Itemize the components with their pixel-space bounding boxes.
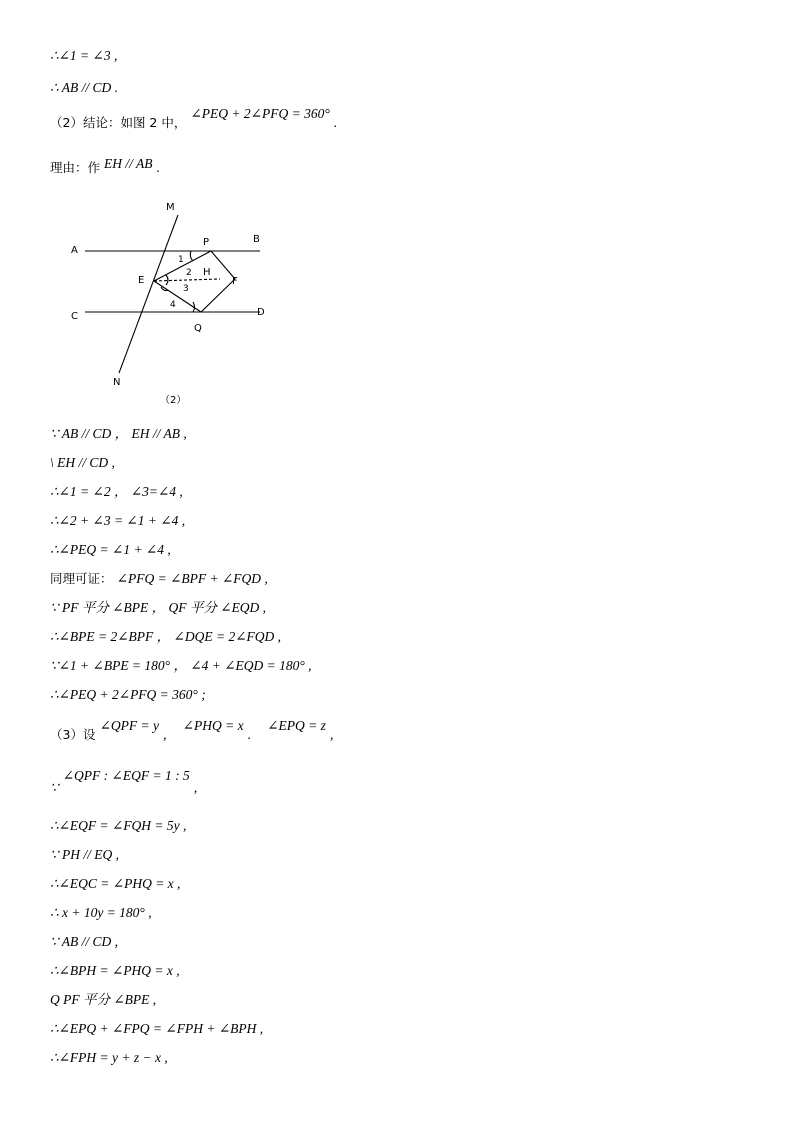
label-d: D <box>257 307 265 318</box>
separator: . <box>247 727 252 742</box>
label-p: P <box>203 237 210 248</box>
proof-line: ∴∠1 = ∠3 , <box>50 48 118 63</box>
proof-line: ∵ AB // CD , <box>50 934 118 949</box>
angle-label-1: 1 <box>178 255 184 265</box>
formula: ∠PEQ + 2∠PFQ = 360° <box>190 106 330 121</box>
angle-arc-2 <box>166 275 168 285</box>
angle-label-2: 2 <box>186 268 192 278</box>
formula: ∠PFQ = ∠BPF + ∠FQD , <box>116 571 268 586</box>
proof-line: ∴∠PEQ = ∠1 + ∠4 , <box>50 542 171 557</box>
proof-line: ∴ AB // CD . <box>50 80 118 95</box>
segment-eh <box>154 279 220 281</box>
proof-line: ∴∠EQF = ∠FQH = 5y , <box>50 818 187 833</box>
formula: ∠QPF : ∠EQF = 1 : 5 <box>62 768 190 783</box>
label-e: E <box>138 275 145 286</box>
line-mn <box>119 215 178 373</box>
line-prefix: 理由：作 <box>50 160 104 175</box>
angle-arc-1 <box>190 251 193 261</box>
label-c: C <box>71 311 78 322</box>
formula: EH // AB <box>103 156 153 171</box>
label-h: H <box>203 267 211 278</box>
proof-line: ∴ x + 10y = 180° , <box>50 905 152 920</box>
ratio-line <box>50 768 198 797</box>
part3-line <box>50 718 334 744</box>
formula: ∠QPF = y <box>99 718 159 733</box>
line-suffix: . <box>156 160 160 175</box>
geometry-figure <box>60 195 300 415</box>
proof-line: ∴∠EQC = ∠PHQ = x , <box>50 876 181 891</box>
proof-line: ∴∠BPH = ∠PHQ = x , <box>50 963 180 978</box>
formula: ∠PHQ = x <box>182 718 244 733</box>
proof-line: ∴∠FPH = y + z − x , <box>50 1050 168 1065</box>
label-f: F <box>232 276 238 287</box>
label-q: Q <box>194 323 202 334</box>
proof-line: ∴∠PEQ + 2∠PFQ = 360° ; <box>50 687 206 702</box>
figure-caption: （2） <box>160 395 187 406</box>
line-suffix: , <box>193 780 198 795</box>
line-prefix: ∵ <box>50 780 59 795</box>
line-prefix: 同理可证： <box>50 571 113 586</box>
label-m: M <box>166 202 175 213</box>
line-suffix: , <box>330 727 334 742</box>
proof-line: ∴∠1 = ∠2 ， ∠3=∠4 , <box>50 484 183 499</box>
proof-line <box>50 571 268 588</box>
separator: , <box>163 727 167 742</box>
quadrilateral-pefq <box>154 251 235 312</box>
proof-line: ∵ AB // CD ， EH // AB , <box>50 426 187 441</box>
proof-line: ∴∠2 + ∠3 = ∠1 + ∠4 , <box>50 513 186 528</box>
proof-line: ∴∠EPQ + ∠FPQ = ∠FPH + ∠BPH , <box>50 1021 264 1036</box>
proof-line: ∵ PF 平分 ∠BPE ， QF 平分 ∠EQD , <box>50 600 267 615</box>
proof-line: ∵∠1 + ∠BPE = 180° ， ∠4 + ∠EQD = 180° , <box>50 658 312 673</box>
proof-line: ∴∠BPE = 2∠BPF ， ∠DQE = 2∠FQD , <box>50 629 282 644</box>
line-suffix: . <box>333 115 338 130</box>
reason-line <box>50 156 160 177</box>
line-prefix: （3）设 <box>50 727 96 742</box>
proof-line: ∵ PH // EQ , <box>50 847 119 862</box>
label-a: A <box>71 245 78 256</box>
label-b: B <box>253 234 260 245</box>
conclusion-line <box>50 106 338 132</box>
label-n: N <box>113 377 121 388</box>
formula: ∠EPQ = z <box>267 718 326 733</box>
line-prefix: （2）结论：如图 2 中， <box>50 115 187 130</box>
angle-label-4: 4 <box>170 300 176 310</box>
angle-label-3: 3 <box>183 284 189 294</box>
proof-line: \ EH // CD , <box>50 455 115 470</box>
proof-line: Q PF 平分 ∠BPE , <box>50 992 157 1007</box>
